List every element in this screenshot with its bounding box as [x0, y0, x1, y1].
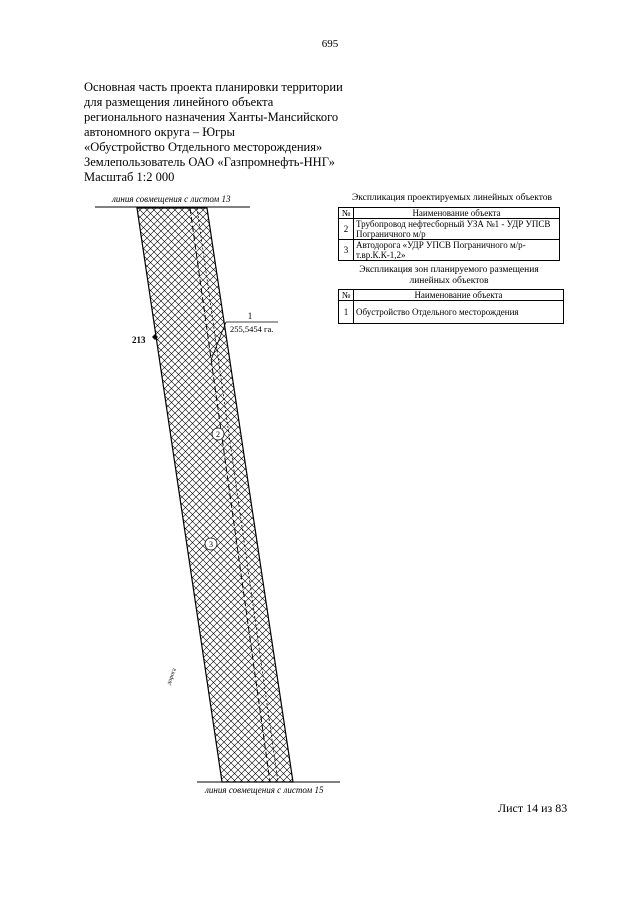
table1-header-num: № [339, 208, 354, 219]
point-label: 213 [132, 335, 146, 345]
zone-number: 1 [247, 311, 253, 321]
zone-strip [137, 208, 293, 782]
table-row [339, 240, 560, 261]
page-number: 695 [321, 38, 339, 50]
title-line-4: автономного округа – Югры [84, 125, 235, 139]
title-line-1: Основная часть проекта планировки территории [84, 80, 343, 94]
sheet-number: Лист 14 из 83 [498, 801, 568, 815]
top-combination-label: линия совмещения с листом 13 [112, 194, 231, 204]
table2-caption-line2: линейных объектов [409, 276, 489, 286]
table1-row2-num: 3 [339, 240, 354, 261]
table1 [338, 207, 560, 261]
title-line-2: для размещения линейного объекта [84, 95, 274, 109]
table-row [339, 219, 560, 240]
table2-header-name: Наименование объекта [354, 290, 564, 301]
object-3-number: 3 [209, 540, 213, 549]
table2 [338, 289, 564, 324]
title-line-5: «Обустройство Отдельного месторождения» [84, 140, 323, 154]
table2-row1-name: Обустройство Отдельного месторождения [354, 301, 564, 324]
object-2-number: 2 [216, 430, 220, 439]
table-row [339, 301, 564, 324]
scale-line: Масштаб 1:2 000 [84, 170, 175, 184]
road-rotated-label: дорога [166, 667, 178, 686]
bottom-combination-label: линия совмещения с листом 15 [205, 785, 324, 795]
table2-caption-line1: Экспликация зон планируемого размещения [359, 265, 539, 275]
land-user-line: Землепользователь ОАО «Газпромнефть-ННГ» [84, 155, 335, 169]
table1-header-name: Наименование объекта [354, 208, 560, 219]
table1-row2-name: Автодорога «УДР УПСВ Пограничного м/р-т.вр.К.К-1,2» [354, 240, 560, 261]
zone-area: 255,5454 га. [230, 324, 274, 334]
title-line-3: регионального назначения Ханты-Мансийского [84, 110, 339, 124]
table2-row1-num: 1 [339, 301, 354, 324]
table2-header-num: № [339, 290, 354, 301]
table1-caption: Экспликация проектируемых линейных объектов [351, 193, 553, 203]
table1-row1-name: Трубопровод нефтесборный УЗА №1 - УДР УПСВ Пограничного м/р [354, 219, 560, 240]
table1-row1-num: 2 [339, 219, 354, 240]
